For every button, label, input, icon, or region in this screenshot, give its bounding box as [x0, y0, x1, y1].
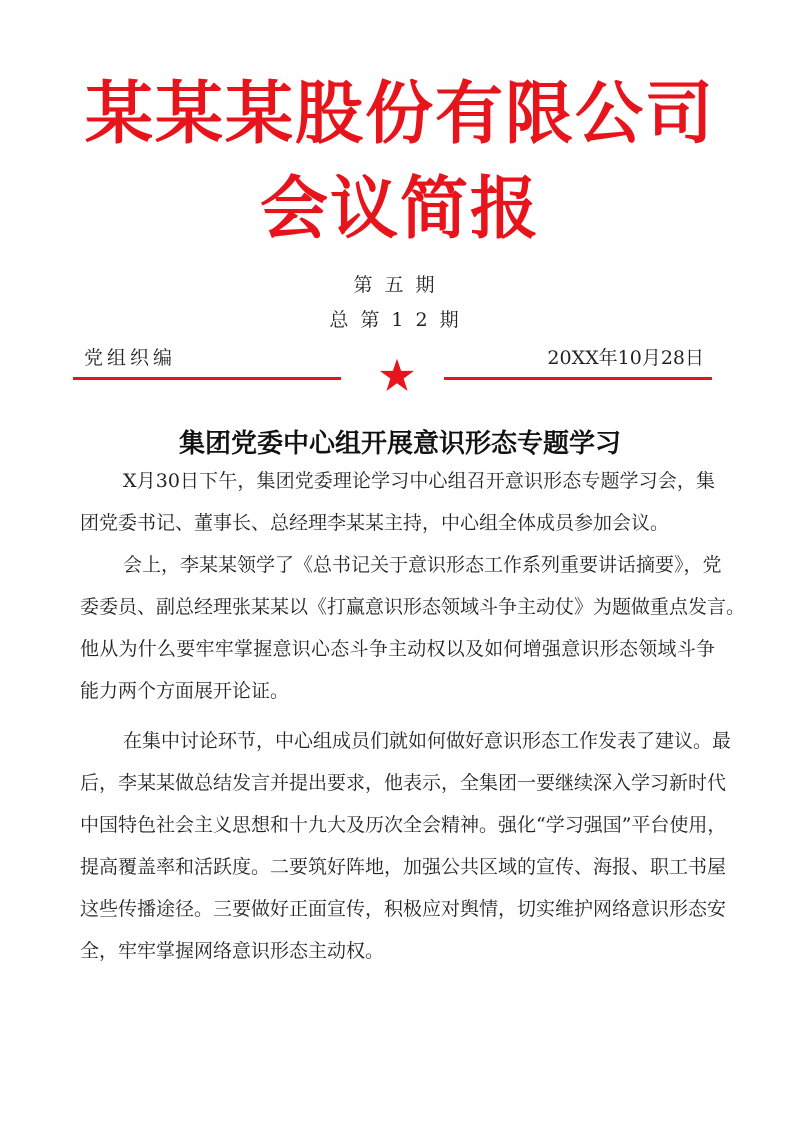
paragraph-line: 提高覆盖率和活跃度。二要筑好阵地，加强公共区域的宣传、海报、职工书屋 [80, 856, 727, 878]
divider-right [444, 377, 712, 380]
paragraph-line: 团党委书记、董事长、总经理李某某主持，中心组全体成员参加会议。 [80, 512, 670, 534]
paragraph-line: 在集中讨论环节，中心组成员们就如何做好意识形态工作发表了建议。最 [123, 730, 732, 752]
document-type-title: 会议简报 [259, 170, 540, 249]
paragraph-line: 会上，李某某领学了《总书记关于意识形态工作系列重要讲话摘要》，党 [123, 554, 722, 576]
paragraph-line: 后，李某某做总结发言并提出要求，他表示，全集团一要继续深入学习新时代 [80, 772, 727, 794]
issue-date: 20XX年10月28日 [547, 347, 704, 369]
company-name: 某某某股份有限公司 [84, 75, 715, 154]
paragraph-line: 他从为什么要牢牢掌握意识心态斗争主动权以及如何增强意识形态领域斗争 [80, 638, 715, 660]
star-icon [378, 357, 416, 395]
article-title: 集团党委中心组开展意识形态专题学习 [178, 429, 621, 459]
paragraph-line: 中国特色社会主义思想和十九大及历次全会精神。强化“学习强国”平台使用， [80, 814, 727, 836]
paragraph-line: 这些传播途径。三要做好正面宣传，积极应对舆情，切实维护网络意识形态安 [80, 898, 727, 920]
divider-left [73, 377, 341, 380]
paragraph-line: 能力两个方面展开论证。 [80, 680, 290, 702]
editor-label: 党组织编 [84, 347, 177, 369]
total-issue-number: 总第12期 [329, 309, 471, 331]
paragraph-line: 全，牢牢掌握网络意识形态主动权。 [80, 940, 385, 962]
paragraph-line: 委委员、副总经理张某某以《打赢意识形态领域斗争主动仗》为题做重点发言。 [80, 596, 746, 618]
issue-number: 第五期 [353, 274, 447, 296]
paragraph-line: X月30日下午，集团党委理论学习中心组召开意识形态专题学习会，集 [123, 470, 715, 492]
